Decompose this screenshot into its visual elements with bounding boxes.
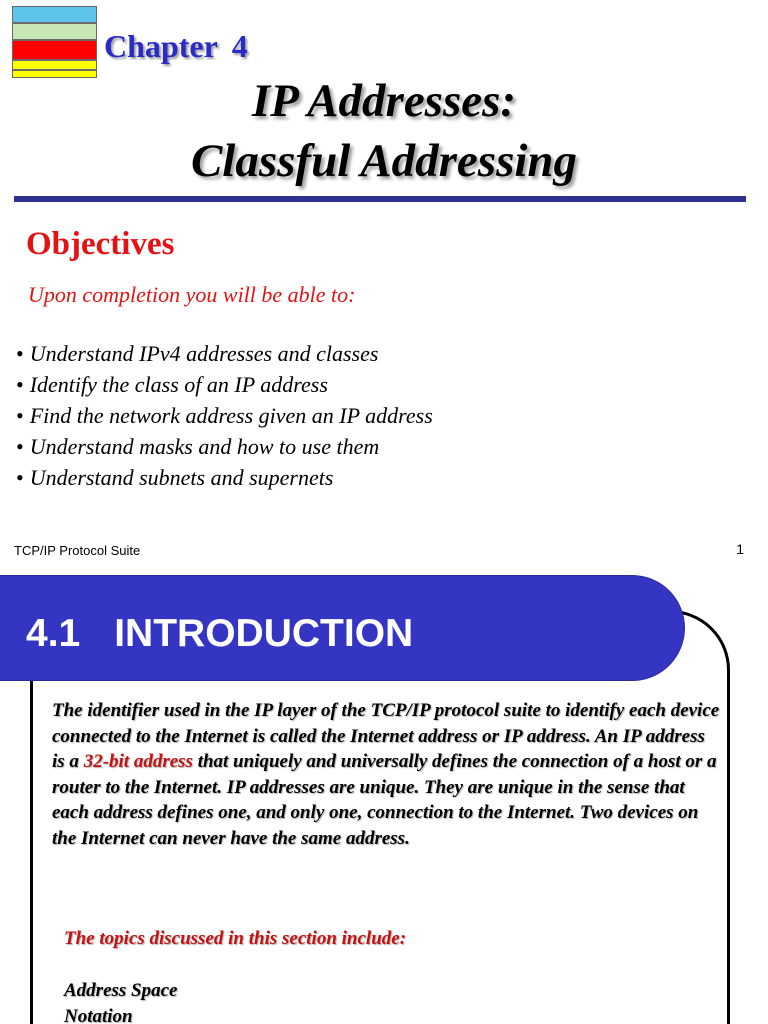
objective-item bbox=[16, 431, 433, 462]
page-number: 1 bbox=[736, 541, 744, 557]
topic-item: Notation bbox=[64, 1006, 133, 1024]
objective-item bbox=[16, 400, 433, 431]
section-banner bbox=[0, 576, 684, 680]
chapter-word: Chapter bbox=[104, 28, 218, 64]
decor-bar-cyan bbox=[12, 6, 97, 23]
topic-item: Address Space bbox=[64, 980, 178, 1001]
para-text-2: that uniquely and universally defines the connection of a host or a router to the Internet. IP addresses are unique. They are unique in the sense that each address defines one, and only one, connection to the Internet. Two devices on the Internet can never have the same address. bbox=[52, 751, 717, 849]
objective-text: Understand masks and how to use them bbox=[29, 434, 380, 459]
bullet-icon: • bbox=[16, 372, 24, 397]
bullet-icon: • bbox=[16, 341, 24, 366]
objective-text: Find the network address given an IP address bbox=[29, 403, 433, 428]
objective-item bbox=[16, 338, 433, 369]
objective-text: Understand IPv4 addresses and classes bbox=[29, 341, 379, 366]
decor-bar-red bbox=[12, 40, 97, 60]
chapter-number: 4 bbox=[231, 28, 248, 64]
bullet-icon: • bbox=[16, 403, 24, 428]
objective-item bbox=[16, 462, 433, 493]
slide-footer: TCP/IP Protocol Suite bbox=[14, 543, 141, 558]
slide-title-line-2: Classful Addressing bbox=[190, 135, 578, 187]
objective-item bbox=[16, 369, 433, 400]
intro-paragraph bbox=[52, 698, 722, 851]
slide-2 bbox=[0, 568, 768, 1024]
objectives-list bbox=[16, 338, 433, 493]
bullet-icon: • bbox=[16, 434, 24, 459]
para-highlight: 32-bit address bbox=[83, 751, 193, 772]
bullet-icon: • bbox=[16, 465, 24, 490]
section-number: 4.1 bbox=[26, 612, 81, 655]
objective-text: Understand subnets and supernets bbox=[29, 465, 334, 490]
chapter-label bbox=[104, 28, 248, 65]
topics-intro: The topics discussed in this section include: bbox=[64, 928, 407, 949]
slide-title-line-1: IP Addresses: bbox=[251, 75, 517, 127]
objectives-intro: Upon completion you will be able to: bbox=[28, 282, 356, 307]
topics-list bbox=[64, 978, 177, 1024]
title-divider bbox=[14, 196, 746, 202]
decor-bar-green bbox=[12, 23, 97, 40]
decor-bar-yellow-1 bbox=[12, 60, 97, 70]
objective-text: Identify the class of an IP address bbox=[29, 372, 328, 397]
section-title: INTRODUCTION bbox=[114, 612, 414, 655]
objectives-heading: Objectives bbox=[26, 226, 175, 262]
para-text-1: The identifier used in the IP layer of the TCP/IP protocol suite to identify each device connected to the Internet is called the Internet address or IP address. An IP address is a bbox=[52, 700, 720, 772]
section-heading bbox=[26, 612, 413, 656]
